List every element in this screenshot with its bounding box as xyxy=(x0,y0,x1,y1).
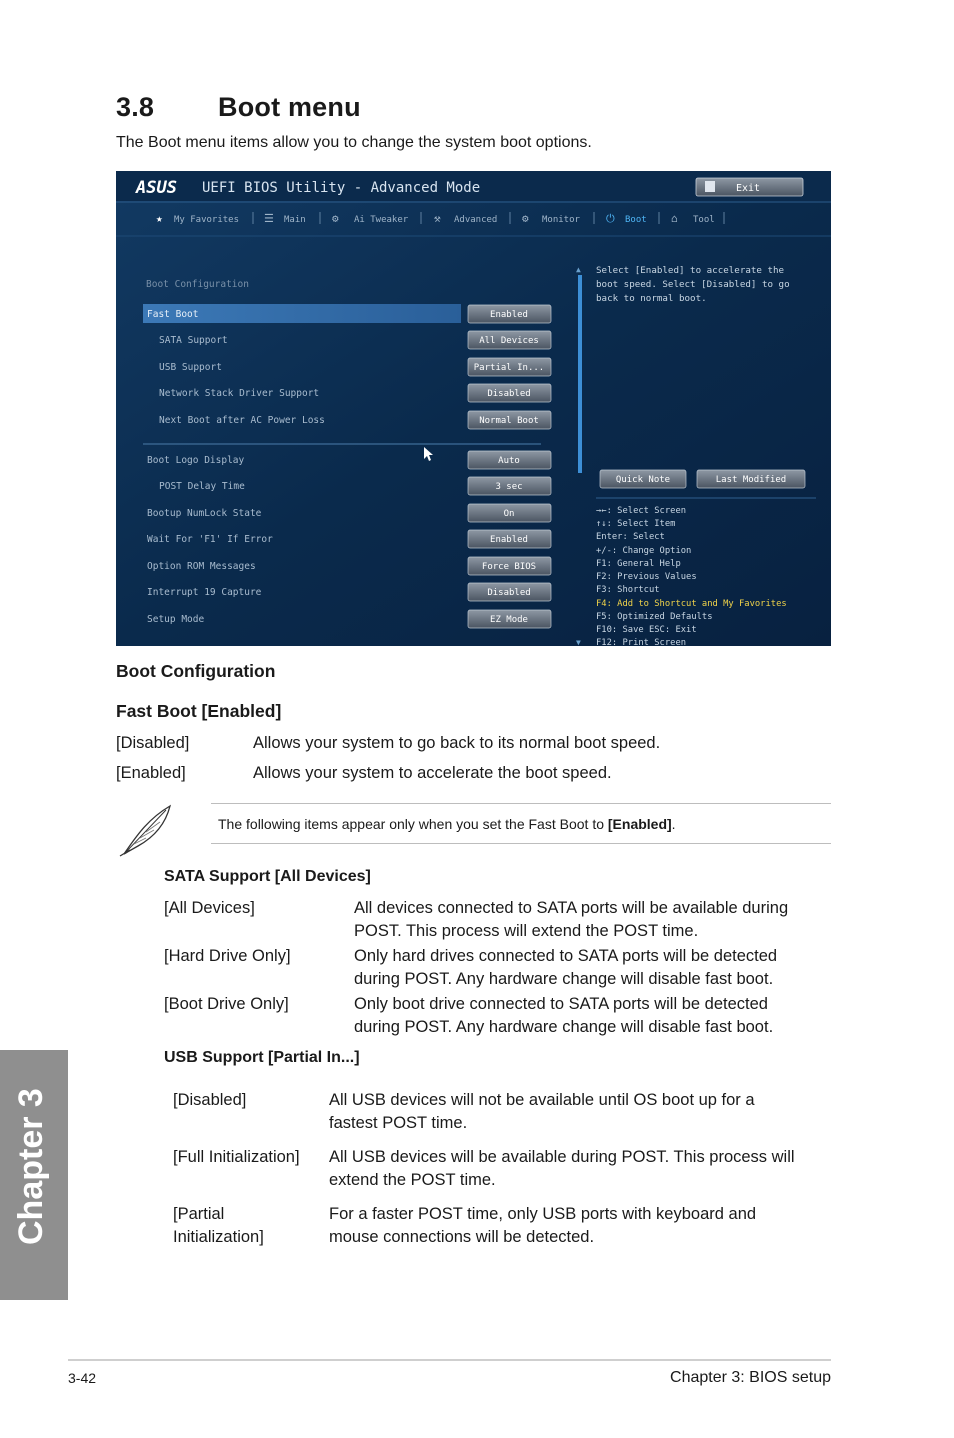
sata-option-key: [Hard Drive Only] xyxy=(164,947,291,965)
fast-boot-option-key: [Enabled] xyxy=(116,764,186,782)
bios-screenshot xyxy=(116,171,831,646)
key-line: F2: Previous Values xyxy=(596,572,697,582)
quick-note-label: Quick Note xyxy=(615,475,671,485)
next-boot-value: Normal Boot xyxy=(479,416,539,426)
key-line: →←: Select Screen xyxy=(596,506,687,516)
setting-interrupt-19[interactable]: Interrupt 19 Capture xyxy=(147,587,262,598)
section-number: 3.8 xyxy=(116,92,155,122)
setting-post-delay[interactable]: POST Delay Time xyxy=(159,481,245,492)
key-line: +/-: Change Option xyxy=(596,546,692,556)
desc-line: All USB devices will be available during POST. This process will xyxy=(329,1148,795,1166)
tab-main[interactable]: Main xyxy=(284,215,306,225)
chapter-tab-label: Chapter 3 xyxy=(12,1088,50,1245)
sata-option-desc xyxy=(354,945,777,991)
tab-boot[interactable]: Boot xyxy=(625,215,647,225)
tab-advanced[interactable]: Advanced xyxy=(454,215,498,225)
tab-tool[interactable]: Tool xyxy=(693,215,715,225)
help-line-1: Select [Enabled] to accelerate the xyxy=(596,265,785,276)
usb-option-desc xyxy=(329,1203,756,1249)
sata-option-desc xyxy=(354,993,773,1039)
setting-option-rom[interactable]: Option ROM Messages xyxy=(147,561,256,572)
note-text-bold: [Enabled] xyxy=(607,816,672,832)
usb-option-key xyxy=(173,1146,300,1169)
desc-line: during POST. Any hardware change will disable fast boot. xyxy=(354,1018,774,1036)
favorites-icon: ★ xyxy=(156,212,163,225)
note-feather-icon xyxy=(116,800,176,860)
usb-heading: USB Support [Partial In...] xyxy=(164,1049,360,1066)
desc-line: For a faster POST time, only USB ports with keyboard and xyxy=(329,1205,757,1223)
key-line: [Partial xyxy=(173,1205,225,1223)
usb-value: Partial In... xyxy=(473,363,545,373)
fast-boot-option-desc: Allows your system to accelerate the boot speed. xyxy=(253,764,612,782)
tool-icon: ⌂ xyxy=(671,212,678,225)
main-icon: ☰ xyxy=(264,212,274,225)
desc-line: POST. This process will extend the POST time. xyxy=(354,922,699,940)
sata-heading: SATA Support [All Devices] xyxy=(164,868,371,885)
footer-rule xyxy=(68,1359,831,1361)
usb-option-desc xyxy=(329,1089,755,1135)
note-text-end: . xyxy=(671,816,676,832)
wait-f1-value: Enabled xyxy=(490,535,528,545)
setting-wait-f1[interactable]: Wait For 'F1' If Error xyxy=(147,534,273,545)
desc-line: extend the POST time. xyxy=(329,1171,496,1189)
page-number: 3-42 xyxy=(68,1370,97,1386)
numlock-value: On xyxy=(503,509,515,519)
key-line: F10: Save ESC: Exit xyxy=(596,625,697,635)
note-top-rule xyxy=(211,803,831,804)
setting-usb-support[interactable]: USB Support xyxy=(159,362,222,373)
fast-boot-value: Enabled xyxy=(490,310,528,320)
section-heading xyxy=(116,92,361,123)
desc-line: during POST. Any hardware change will disable fast boot. xyxy=(354,970,774,988)
key-line: F1: General Help xyxy=(596,559,681,569)
interrupt-19-value: Disabled xyxy=(487,588,531,598)
desc-line: All devices connected to SATA ports will be available during xyxy=(354,899,789,917)
asus-logo: ASUS xyxy=(136,178,177,198)
tweaker-icon: ⚙ xyxy=(332,212,339,225)
advanced-icon: ⚒ xyxy=(434,212,441,225)
setup-mode-value: EZ Mode xyxy=(490,615,528,625)
boot-config-heading: Boot Configuration xyxy=(116,661,276,681)
desc-line: All USB devices will not be available until OS boot up for a xyxy=(329,1091,755,1109)
exit-label: Exit xyxy=(736,183,761,194)
tab-ai-tweaker[interactable]: Ai Tweaker xyxy=(354,215,409,225)
usb-option-key xyxy=(173,1203,264,1249)
note-bottom-rule xyxy=(211,843,831,844)
key-line: Enter: Select xyxy=(596,532,665,542)
usb-option-desc xyxy=(329,1146,795,1192)
tab-my-favorites[interactable]: My Favorites xyxy=(174,215,240,225)
setting-network-stack[interactable]: Network Stack Driver Support xyxy=(159,388,320,399)
key-line: ↑↓: Select Item xyxy=(596,519,676,529)
desc-line: Only boot drive connected to SATA ports will be detected xyxy=(354,995,768,1013)
sata-option-desc xyxy=(354,897,788,943)
sata-option-key: [Boot Drive Only] xyxy=(164,995,289,1013)
setting-numlock[interactable]: Bootup NumLock State xyxy=(147,508,262,519)
key-line: F3: Shortcut xyxy=(596,585,660,595)
fast-boot-option-key: [Disabled] xyxy=(116,734,190,752)
monitor-icon: ⚙ xyxy=(522,212,529,225)
exit-icon xyxy=(705,181,715,192)
bios-screen xyxy=(116,171,831,646)
post-delay-value: 3 sec xyxy=(495,482,523,492)
help-line-3: back to normal boot. xyxy=(596,293,707,304)
section-title: Boot menu xyxy=(218,92,361,122)
scroll-down-icon[interactable]: ▼ xyxy=(576,638,581,646)
usb-option-key xyxy=(173,1089,246,1112)
bios-title: UEFI BIOS Utility - Advanced Mode xyxy=(202,180,481,196)
setting-next-boot[interactable]: Next Boot after AC Power Loss xyxy=(159,415,325,426)
setting-sata-support[interactable]: SATA Support xyxy=(159,335,228,346)
fast-boot-heading: Fast Boot [Enabled] xyxy=(116,701,282,721)
setting-setup-mode[interactable]: Setup Mode xyxy=(147,614,205,625)
key-line: Initialization] xyxy=(173,1228,264,1246)
note-text-main: The following items appear only when you set the Fast Boot to xyxy=(218,816,608,832)
tab-monitor[interactable]: Monitor xyxy=(542,215,580,225)
bios-section-label: Boot Configuration xyxy=(146,279,249,290)
option-rom-value: Force BIOS xyxy=(481,562,537,572)
desc-line: fastest POST time. xyxy=(329,1114,468,1132)
desc-line: mouse connections will be detected. xyxy=(329,1228,595,1246)
network-value: Disabled xyxy=(487,389,531,399)
sata-option-key: [All Devices] xyxy=(164,899,255,917)
last-modified-label: Last Modified xyxy=(715,475,787,485)
note-text xyxy=(218,816,676,832)
boot-icon: ⏻ xyxy=(606,212,615,225)
scroll-up-icon[interactable]: ▲ xyxy=(576,265,581,274)
setting-fast-boot[interactable]: Fast Boot xyxy=(147,309,199,320)
setting-boot-logo[interactable]: Boot Logo Display xyxy=(147,455,245,466)
scrollbar[interactable] xyxy=(578,275,582,473)
desc-line: Only hard drives connected to SATA ports will be detected xyxy=(354,947,778,965)
intro-text: The Boot menu items allow you to change the system boot options. xyxy=(116,134,592,151)
sata-value: All Devices xyxy=(479,336,539,346)
key-line: F12: Print Screen xyxy=(596,638,687,646)
fast-boot-option-desc: Allows your system to go back to its normal boot speed. xyxy=(253,734,661,752)
key-line: F4: Add to Shortcut and My Favorites xyxy=(596,599,787,609)
boot-logo-value: Auto xyxy=(498,456,520,466)
footer-chapter: Chapter 3: BIOS setup xyxy=(670,1369,831,1386)
help-line-2: boot speed. Select [Disabled] to go xyxy=(596,279,790,290)
key-line: [Full Initialization] xyxy=(173,1148,300,1166)
key-line: [Disabled] xyxy=(173,1091,247,1109)
key-line: F5: Optimized Defaults xyxy=(596,612,713,622)
